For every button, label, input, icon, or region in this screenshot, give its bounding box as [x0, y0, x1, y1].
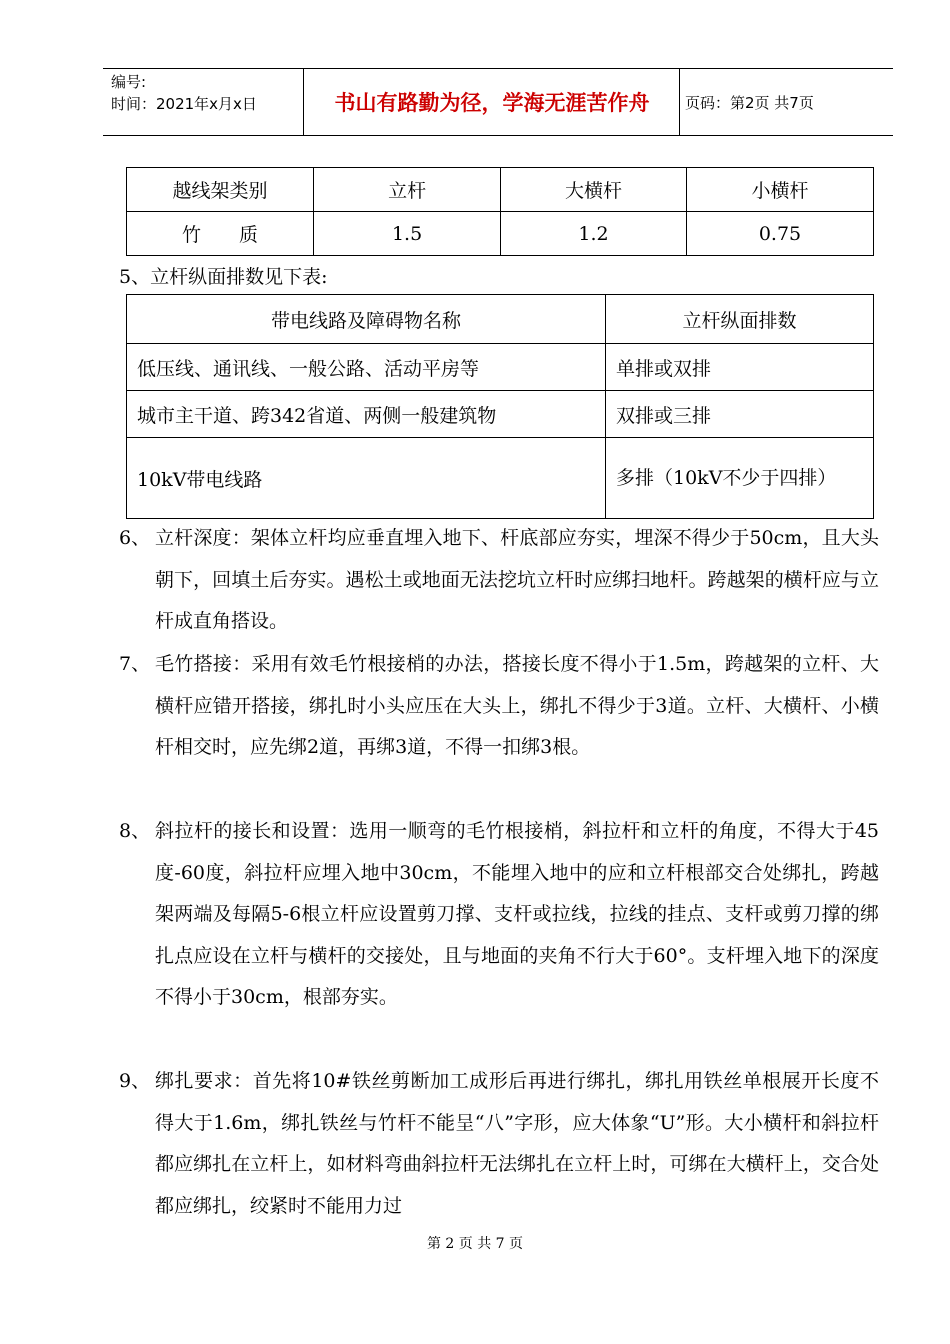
table-row — [127, 391, 874, 438]
paragraph-number: 9、 — [119, 1070, 151, 1092]
section-5-title: 5、立杆纵面排数见下表: — [119, 266, 328, 288]
header-page-info: 页码：第2页 共7页 — [685, 93, 814, 112]
paragraph-text: 斜拉杆的接长和设置：选用一顺弯的毛竹根接梢，斜拉杆和立杆的角度，不得大于45度-60度，斜拉杆应埋入地中30cm，不能埋入地中的应和立杆根部交合处绑扎，跨越架两端及每隔5-6根立杆应设置剪刀撑、支杆或拉线，拉线的挂点、支杆或剪刀撑的绑扎点应设在立杆与横杆的交接处，且与地面的夹角不行大于60°。支杆埋入地下的深度不得小于30cm，根部夯实。 — [155, 820, 879, 1008]
paragraph-number: 8、 — [119, 820, 151, 842]
table-cell: 0.75 — [686, 212, 873, 256]
page-header — [103, 68, 893, 136]
table-row — [127, 438, 874, 519]
table-header-cell: 立杆纵面排数 — [606, 295, 874, 344]
paragraph-text: 立杆深度：架体立杆均应垂直埋入地下、杆底部应夯实，埋深不得少于50cm，且大头朝下，回填土后夯实。遇松土或地面无法挖坑立杆时应绑扫地杆。跨越架的横杆应与立杆成直角搭设。 — [155, 527, 879, 632]
table-cell: 竹 质 — [127, 212, 314, 256]
table-cell: 多排（10kV不少于四排） — [606, 438, 874, 519]
table-header-row — [127, 168, 874, 212]
header-divider — [679, 69, 680, 135]
header-motto: 书山有路勤为径，学海无涯苦作舟 — [334, 91, 650, 115]
table-header-cell: 大横杆 — [501, 168, 687, 212]
paragraph-number: 7、 — [119, 653, 151, 675]
paragraph-9 — [119, 1061, 879, 1227]
paragraph-8 — [119, 811, 879, 1019]
table-cell: 10kV带电线路 — [127, 438, 606, 519]
paragraph-text: 绑扎要求：首先将10#铁丝剪断加工成形后再进行绑扎，绑扎用铁丝单根展开长度不得大于1.6m，绑扎铁丝与竹杆不能呈“八”字形，应大体象“U”形。大小横杆和斜拉杆都应绑扎在立杆上，如材料弯曲斜拉杆无法绑扎在立杆上时，可绑在大横杆上，交合处都应绑扎，绞紧时不能用力过 — [155, 1070, 879, 1217]
table-cell: 1.5 — [314, 212, 501, 256]
page-footer: 第 2 页 共 7 页 — [426, 1236, 524, 1252]
paragraph-text: 毛竹搭接：采用有效毛竹根接梢的办法，搭接长度不得小于1.5m，跨越架的立杆、大横杆应错开搭接，绑扎时小头应压在大头上，绑扎不得少于3道。立杆、大横杆、小横杆相交时，应先绑2道，再绑3道，不得一扣绑3根。 — [155, 653, 879, 758]
table-cell: 低压线、通讯线、一般公路、活动平房等 — [127, 344, 606, 391]
table-header-cell: 带电线路及障碍物名称 — [127, 295, 606, 344]
paragraph-number: 6、 — [119, 527, 151, 549]
table-row — [127, 344, 874, 391]
paragraph-6 — [119, 518, 879, 643]
pole-rows-table — [126, 294, 874, 519]
table-cell: 单排或双排 — [606, 344, 874, 391]
table-cell: 1.2 — [501, 212, 687, 256]
table-header-row — [127, 295, 874, 344]
table-cell: 城市主干道、跨342省道、两侧一般建筑物 — [127, 391, 606, 438]
header-meta — [111, 71, 257, 115]
serial-label: 编号: — [111, 73, 147, 91]
header-divider — [303, 69, 304, 135]
table-header-cell: 小横杆 — [686, 168, 873, 212]
table-row — [127, 212, 874, 256]
table-cell: 双排或三排 — [606, 391, 874, 438]
table-header-cell: 越线架类别 — [127, 168, 314, 212]
time-label: 时间：2021年x月x日 — [111, 95, 257, 113]
crossing-frame-table — [126, 167, 874, 256]
table-header-cell: 立杆 — [314, 168, 501, 212]
paragraph-7 — [119, 644, 879, 769]
